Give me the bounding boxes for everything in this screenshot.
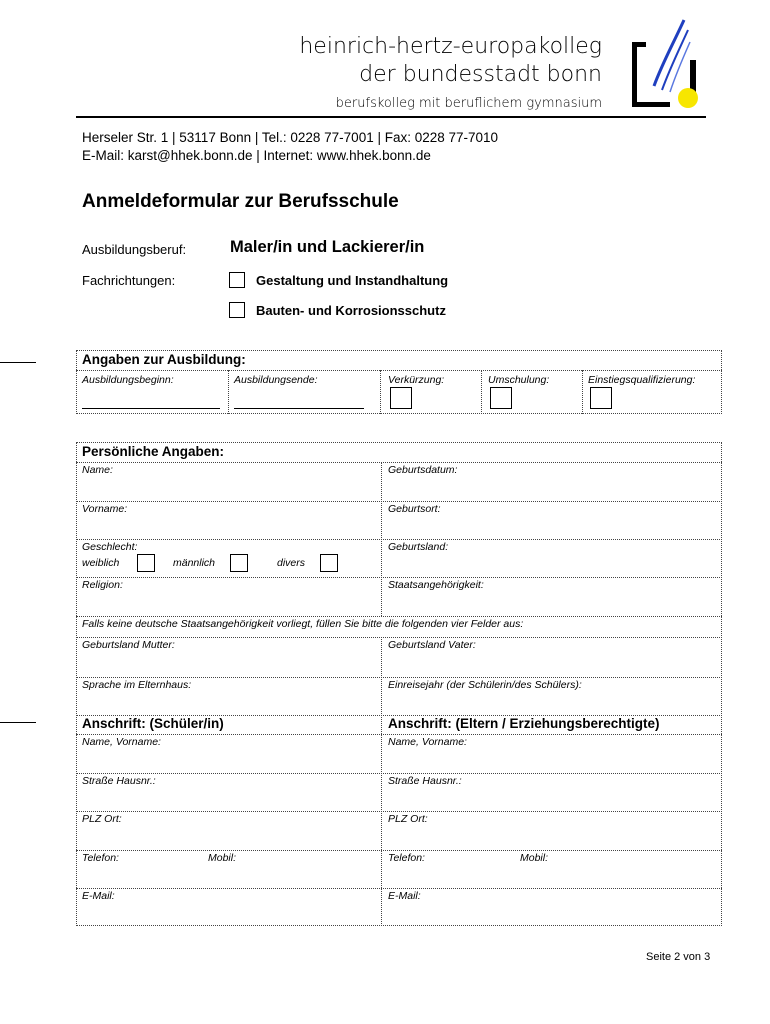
- fold-mark: [0, 722, 36, 723]
- divider: [76, 616, 722, 617]
- geburtsland-mutter-label: Geburtsland Mutter:: [82, 639, 175, 651]
- divider: [76, 462, 722, 463]
- verkuerzung-label: Verkürzung:: [388, 374, 445, 386]
- form-title: Anmeldeformular zur Berufsschule: [82, 191, 399, 212]
- umschulung-checkbox[interactable]: [490, 387, 512, 409]
- maennlich-label: männlich: [173, 557, 216, 569]
- header-rule: [76, 116, 706, 118]
- staatsangehoerigkeit-note: Falls keine deutsche Staatsangehörigkeit vorliegt, füllen Sie bitte die folgenden vier Felder aus:: [82, 618, 524, 630]
- student-plz-label: PLZ Ort:: [82, 813, 122, 825]
- divider: [76, 850, 722, 851]
- address-parents-heading: Anschrift: (Eltern / Erziehungsberechtigte): [388, 716, 660, 731]
- divider: [481, 370, 482, 414]
- ausbildungsende-input[interactable]: [234, 408, 364, 409]
- geburtsland-label: Geburtsland:: [388, 541, 449, 553]
- divider: [76, 677, 722, 678]
- einstiegsqualifizierung-checkbox[interactable]: [590, 387, 612, 409]
- divider: [76, 370, 722, 371]
- divider: [76, 577, 722, 578]
- sprache-label: Sprache im Elternhaus:: [82, 679, 192, 691]
- student-name-label: Name, Vorname:: [82, 736, 161, 748]
- divider: [76, 539, 722, 540]
- school-name-line1: heinrich-hertz-europakolleg: [299, 34, 602, 59]
- beruf-value: Maler/in und Lackierer/in: [230, 238, 425, 256]
- contact-address: Herseler Str. 1 | 53117 Bonn | Tel.: 0228 77-7001 | Fax: 0228 77-7010: [82, 130, 499, 145]
- student-street-label: Straße Hausnr.:: [82, 775, 156, 787]
- beruf-label: Ausbildungsberuf:: [82, 242, 187, 257]
- religion-label: Religion:: [82, 579, 123, 591]
- einstiegsqualifizierung-label: Einstiegsqualifizierung:: [588, 374, 696, 386]
- divider: [76, 888, 722, 889]
- logo-graphic: [628, 14, 703, 110]
- geburtsland-vater-label: Geburtsland Vater:: [388, 639, 476, 651]
- parent-email-label: E-Mail:: [388, 890, 421, 902]
- verkuerzung-checkbox[interactable]: [390, 387, 412, 409]
- fach-option-2-label: Bauten- und Korrosionsschutz: [256, 303, 446, 318]
- name-label: Name:: [82, 464, 113, 476]
- address-student-heading: Anschrift: (Schüler/in): [82, 716, 224, 731]
- weiblich-checkbox[interactable]: [137, 554, 155, 572]
- fach-label: Fachrichtungen:: [82, 273, 176, 288]
- fach-option-1-checkbox[interactable]: [229, 272, 245, 288]
- divider: [76, 637, 722, 638]
- weiblich-label: weiblich: [82, 557, 120, 569]
- personal-heading: Persönliche Angaben:: [82, 444, 225, 459]
- geschlecht-label: Geschlecht:: [82, 541, 138, 553]
- divider: [582, 370, 583, 414]
- divers-label: divers: [277, 557, 306, 569]
- contact-email-web: E-Mail: karst@hhek.bonn.de | Internet: www.hhek.bonn.de: [82, 148, 431, 163]
- parent-plz-label: PLZ Ort:: [388, 813, 428, 825]
- parent-street-label: Straße Hausnr.:: [388, 775, 462, 787]
- divers-checkbox[interactable]: [320, 554, 338, 572]
- ausbildungsbeginn-input[interactable]: [82, 408, 220, 409]
- school-logo: [628, 14, 703, 110]
- fach-option-1-label: Gestaltung und Instandhaltung: [256, 273, 449, 288]
- school-name-line2: der bundesstadt bonn: [359, 62, 602, 87]
- student-email-label: E-Mail:: [82, 890, 115, 902]
- vorname-label: Vorname:: [82, 503, 128, 515]
- page-number: Seite 2 von 3: [646, 951, 711, 963]
- parent-mobil-label: Mobil:: [520, 852, 549, 864]
- divider: [380, 370, 381, 414]
- fold-mark: [0, 362, 36, 363]
- divider: [76, 773, 722, 774]
- ausbildungsende-label: Ausbildungsende:: [234, 374, 318, 386]
- fach-option-2-checkbox[interactable]: [229, 302, 245, 318]
- divider: [76, 734, 722, 735]
- divider: [76, 501, 722, 502]
- divider: [381, 637, 382, 926]
- divider: [228, 370, 229, 414]
- geburtsort-label: Geburtsort:: [388, 503, 441, 515]
- school-subtitle: berufskolleg mit beruflichem gymnasium: [335, 96, 602, 111]
- student-telefon-label: Telefon:: [82, 852, 119, 864]
- ausbildung-heading: Angaben zur Ausbildung:: [82, 352, 246, 367]
- staatsangehoerigkeit-label: Staatsangehörigkeit:: [388, 579, 484, 591]
- umschulung-label: Umschulung:: [488, 374, 550, 386]
- parent-telefon-label: Telefon:: [388, 852, 425, 864]
- ausbildungsbeginn-label: Ausbildungsbeginn:: [82, 374, 174, 386]
- divider: [76, 811, 722, 812]
- parent-name-label: Name, Vorname:: [388, 736, 467, 748]
- maennlich-checkbox[interactable]: [230, 554, 248, 572]
- student-mobil-label: Mobil:: [208, 852, 237, 864]
- geburtsdatum-label: Geburtsdatum:: [388, 464, 458, 476]
- einreisejahr-label: Einreisejahr (der Schülerin/des Schülers):: [388, 679, 582, 691]
